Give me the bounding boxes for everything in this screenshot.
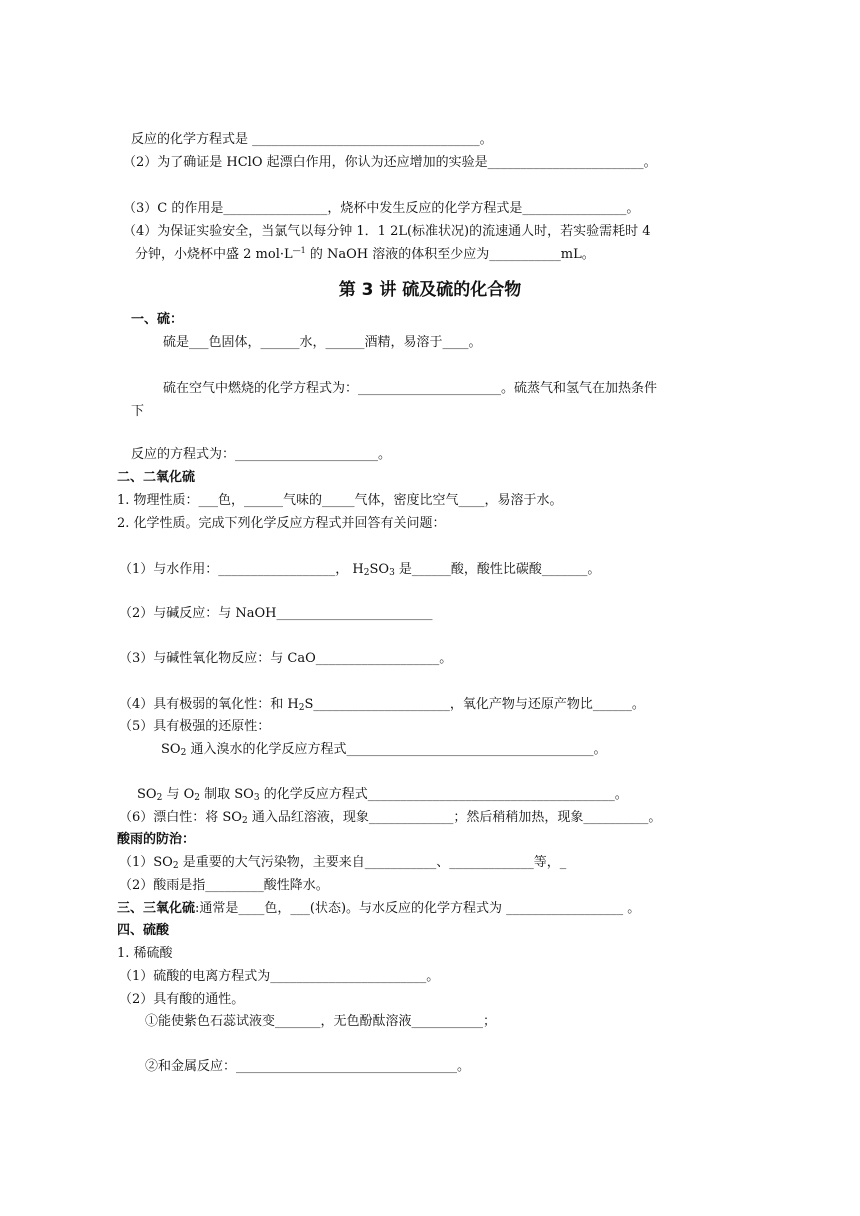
text-line: $SO_2$ 与 $O_2$ 制取 $SO_3$ 的化学反应方程式______________________________________。 — [137, 787, 628, 803]
text-line: 分钟，小烧杯中盛 2 $mol\cdot L^{—1}$ 的 NaOH 溶液的体积至少应为___________mL。 — [135, 246, 595, 262]
text-line: 三、三氧化硫:通常是____色，___(状态)。与水反应的化学方程式为 __________________ 。 — [117, 901, 641, 916]
text-line: $(1)SO_2$ 是重要的大气污染物，主要来自___________、_____________等，_ — [119, 855, 567, 871]
text-line: $SO_2$ 通入溴水的化学反应方程式______________________________________。 — [161, 742, 607, 758]
text-line: （6）漂白性：将 $SO_2$ 通入品红溶液，现象_____________；然后稍稍加热，现象__________。 — [119, 810, 662, 826]
section-heading: 一、硫： — [131, 312, 184, 327]
text-line: （1）硫酸的电离方程式为________________________。 — [119, 969, 440, 984]
text-line: （1）与水作用：__________________， $H_2SO_3$ 是______酸，酸性比碳酸_______。 — [119, 562, 601, 578]
text-line: 反应的化学方程式是 ___________________________________。 — [131, 132, 493, 147]
text-line: （2）具有酸的通性。 — [119, 992, 245, 1007]
text-line: ①能使紫色石蕊试液变_______，无色酚酞溶液___________； — [145, 1014, 497, 1029]
text-line: 下 — [131, 404, 145, 419]
text-line: （4）具有极弱的氧化性：和 $H_2S\_\_\_\_\_\_\_\_\_\_\_\_\_\_\_\_\_\_\_\_\_$，氧化产物与还原产物比______。 — [119, 697, 645, 713]
text-line: ②和金属反应：__________________________________。 — [145, 1059, 471, 1074]
text-line: 硫是___色固体，______水，______酒精，易溶于____。 — [163, 335, 482, 350]
text-line: （3）与碱性氧化物反应：与 CaO___________________。 — [119, 651, 453, 666]
text-line: 2. 化学性质。完成下列化学反应方程式并回答有关问题： — [117, 516, 446, 531]
text-line: （3）C 的作用是________________，烧杯中发生反应的化学方程式是________________。 — [123, 201, 640, 216]
text-line: （4）为保证实验安全，当氯气以每分钟 1．1 2L(标准状况)的流速通人时，若实验需耗时 4 — [123, 224, 651, 239]
section-heading: 二、二氧化硫 — [117, 470, 196, 485]
page-title: 第 3 讲 硫及硫的化合物 — [338, 280, 522, 300]
text-line: 1. 物理性质：___色，______气味的_____气体，密度比空气____，易溶于水。 — [117, 493, 563, 508]
text-line: （2）为了确证是 HClO 起漂白作用，你认为还应增加的实验是________________________。 — [123, 155, 657, 170]
text-line: 1. 稀硫酸 — [117, 946, 173, 961]
text-line: （5）具有极强的还原性： — [119, 719, 271, 734]
text-line: 硫在空气中燃烧的化学方程式为：______________________。硫蒸气和氢气在加热条件 — [163, 381, 658, 396]
section-heading: 三、三氧化硫 — [117, 901, 196, 916]
text-line: （2）与碱反应：与 NaOH________________________ — [119, 606, 433, 621]
section-heading: 四、硫酸 — [117, 923, 170, 938]
section-heading: 酸雨的防治： — [117, 832, 196, 847]
text-line: 反应的方程式为：______________________。 — [131, 447, 392, 462]
text-line: （2）酸雨是指_________酸性降水。 — [119, 878, 329, 893]
